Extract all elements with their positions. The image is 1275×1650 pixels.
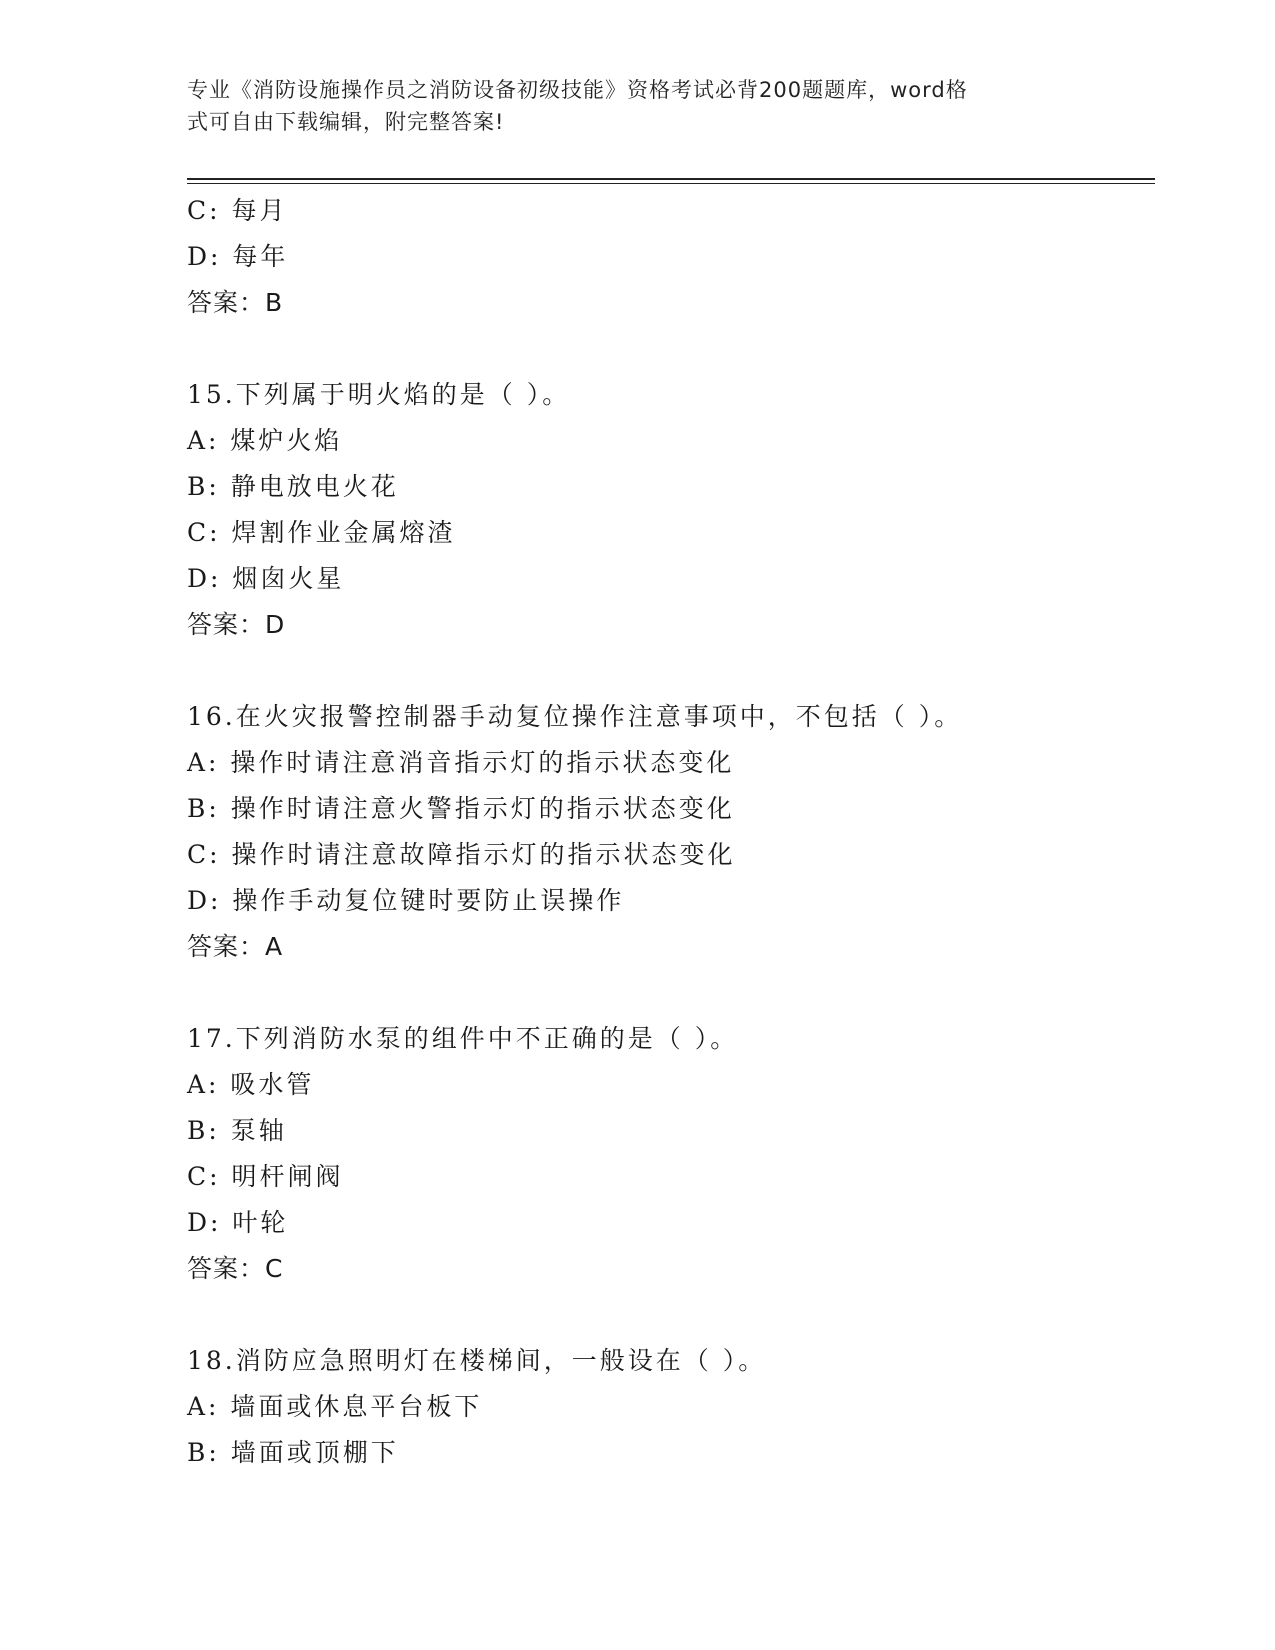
answer: 答案：D: [187, 610, 286, 639]
spacer: [187, 648, 1147, 694]
question-15: [187, 372, 1147, 648]
spacer: [187, 1292, 1147, 1338]
option-d: D: 每年: [187, 242, 289, 271]
spacer: [187, 970, 1147, 1016]
header-line-2: 式可自由下载编辑，附完整答案!: [187, 110, 505, 134]
header-rule-thick: [187, 178, 1155, 180]
document-header: [187, 74, 1087, 138]
answer: 答案：B: [187, 288, 284, 317]
question-list: [187, 188, 1147, 1476]
option-d: D: 操作手动复位键时要防止误操作: [187, 886, 625, 915]
header-rule-thin: [187, 183, 1155, 184]
option-b: B: 静电放电火花: [187, 472, 399, 501]
option-c: C: 操作时请注意故障指示灯的指示状态变化: [187, 840, 736, 869]
header-line-1: 专业《消防设施操作员之消防设备初级技能》资格考试必背200题题库，word格: [187, 78, 968, 102]
option-d: D: 烟囱火星: [187, 564, 345, 593]
option-b: B: 墙面或顶棚下: [187, 1438, 399, 1467]
question-text: 17.下列消防水泵的组件中不正确的是（ ）。: [187, 1024, 739, 1053]
spacer: [187, 326, 1147, 372]
option-a: A: 操作时请注意消音指示灯的指示状态变化: [187, 748, 735, 777]
option-c: C: 明杆闸阀: [187, 1162, 344, 1191]
question-18: [187, 1338, 1147, 1476]
option-a: A: 煤炉火焰: [187, 426, 343, 455]
answer: 答案：C: [187, 1254, 284, 1283]
question-text: 15.下列属于明火焰的是（ ）。: [187, 380, 571, 409]
option-d: D: 叶轮: [187, 1208, 289, 1237]
option-c: C: 焊割作业金属熔渣: [187, 518, 456, 547]
option-b: B: 泵轴: [187, 1116, 287, 1145]
question-text: 18.消防应急照明灯在楼梯间，一般设在（ ）。: [187, 1346, 767, 1375]
option-b: B: 操作时请注意火警指示灯的指示状态变化: [187, 794, 735, 823]
question-17: [187, 1016, 1147, 1292]
question-text: 16.在火灾报警控制器手动复位操作注意事项中，不包括（ ）。: [187, 702, 963, 731]
option-a: A: 吸水管: [187, 1070, 315, 1099]
answer: 答案：A: [187, 932, 284, 961]
question-14-tail: [187, 188, 1147, 326]
question-16: [187, 694, 1147, 970]
option-c: C: 每月: [187, 196, 288, 225]
option-a: A: 墙面或休息平台板下: [187, 1392, 483, 1421]
